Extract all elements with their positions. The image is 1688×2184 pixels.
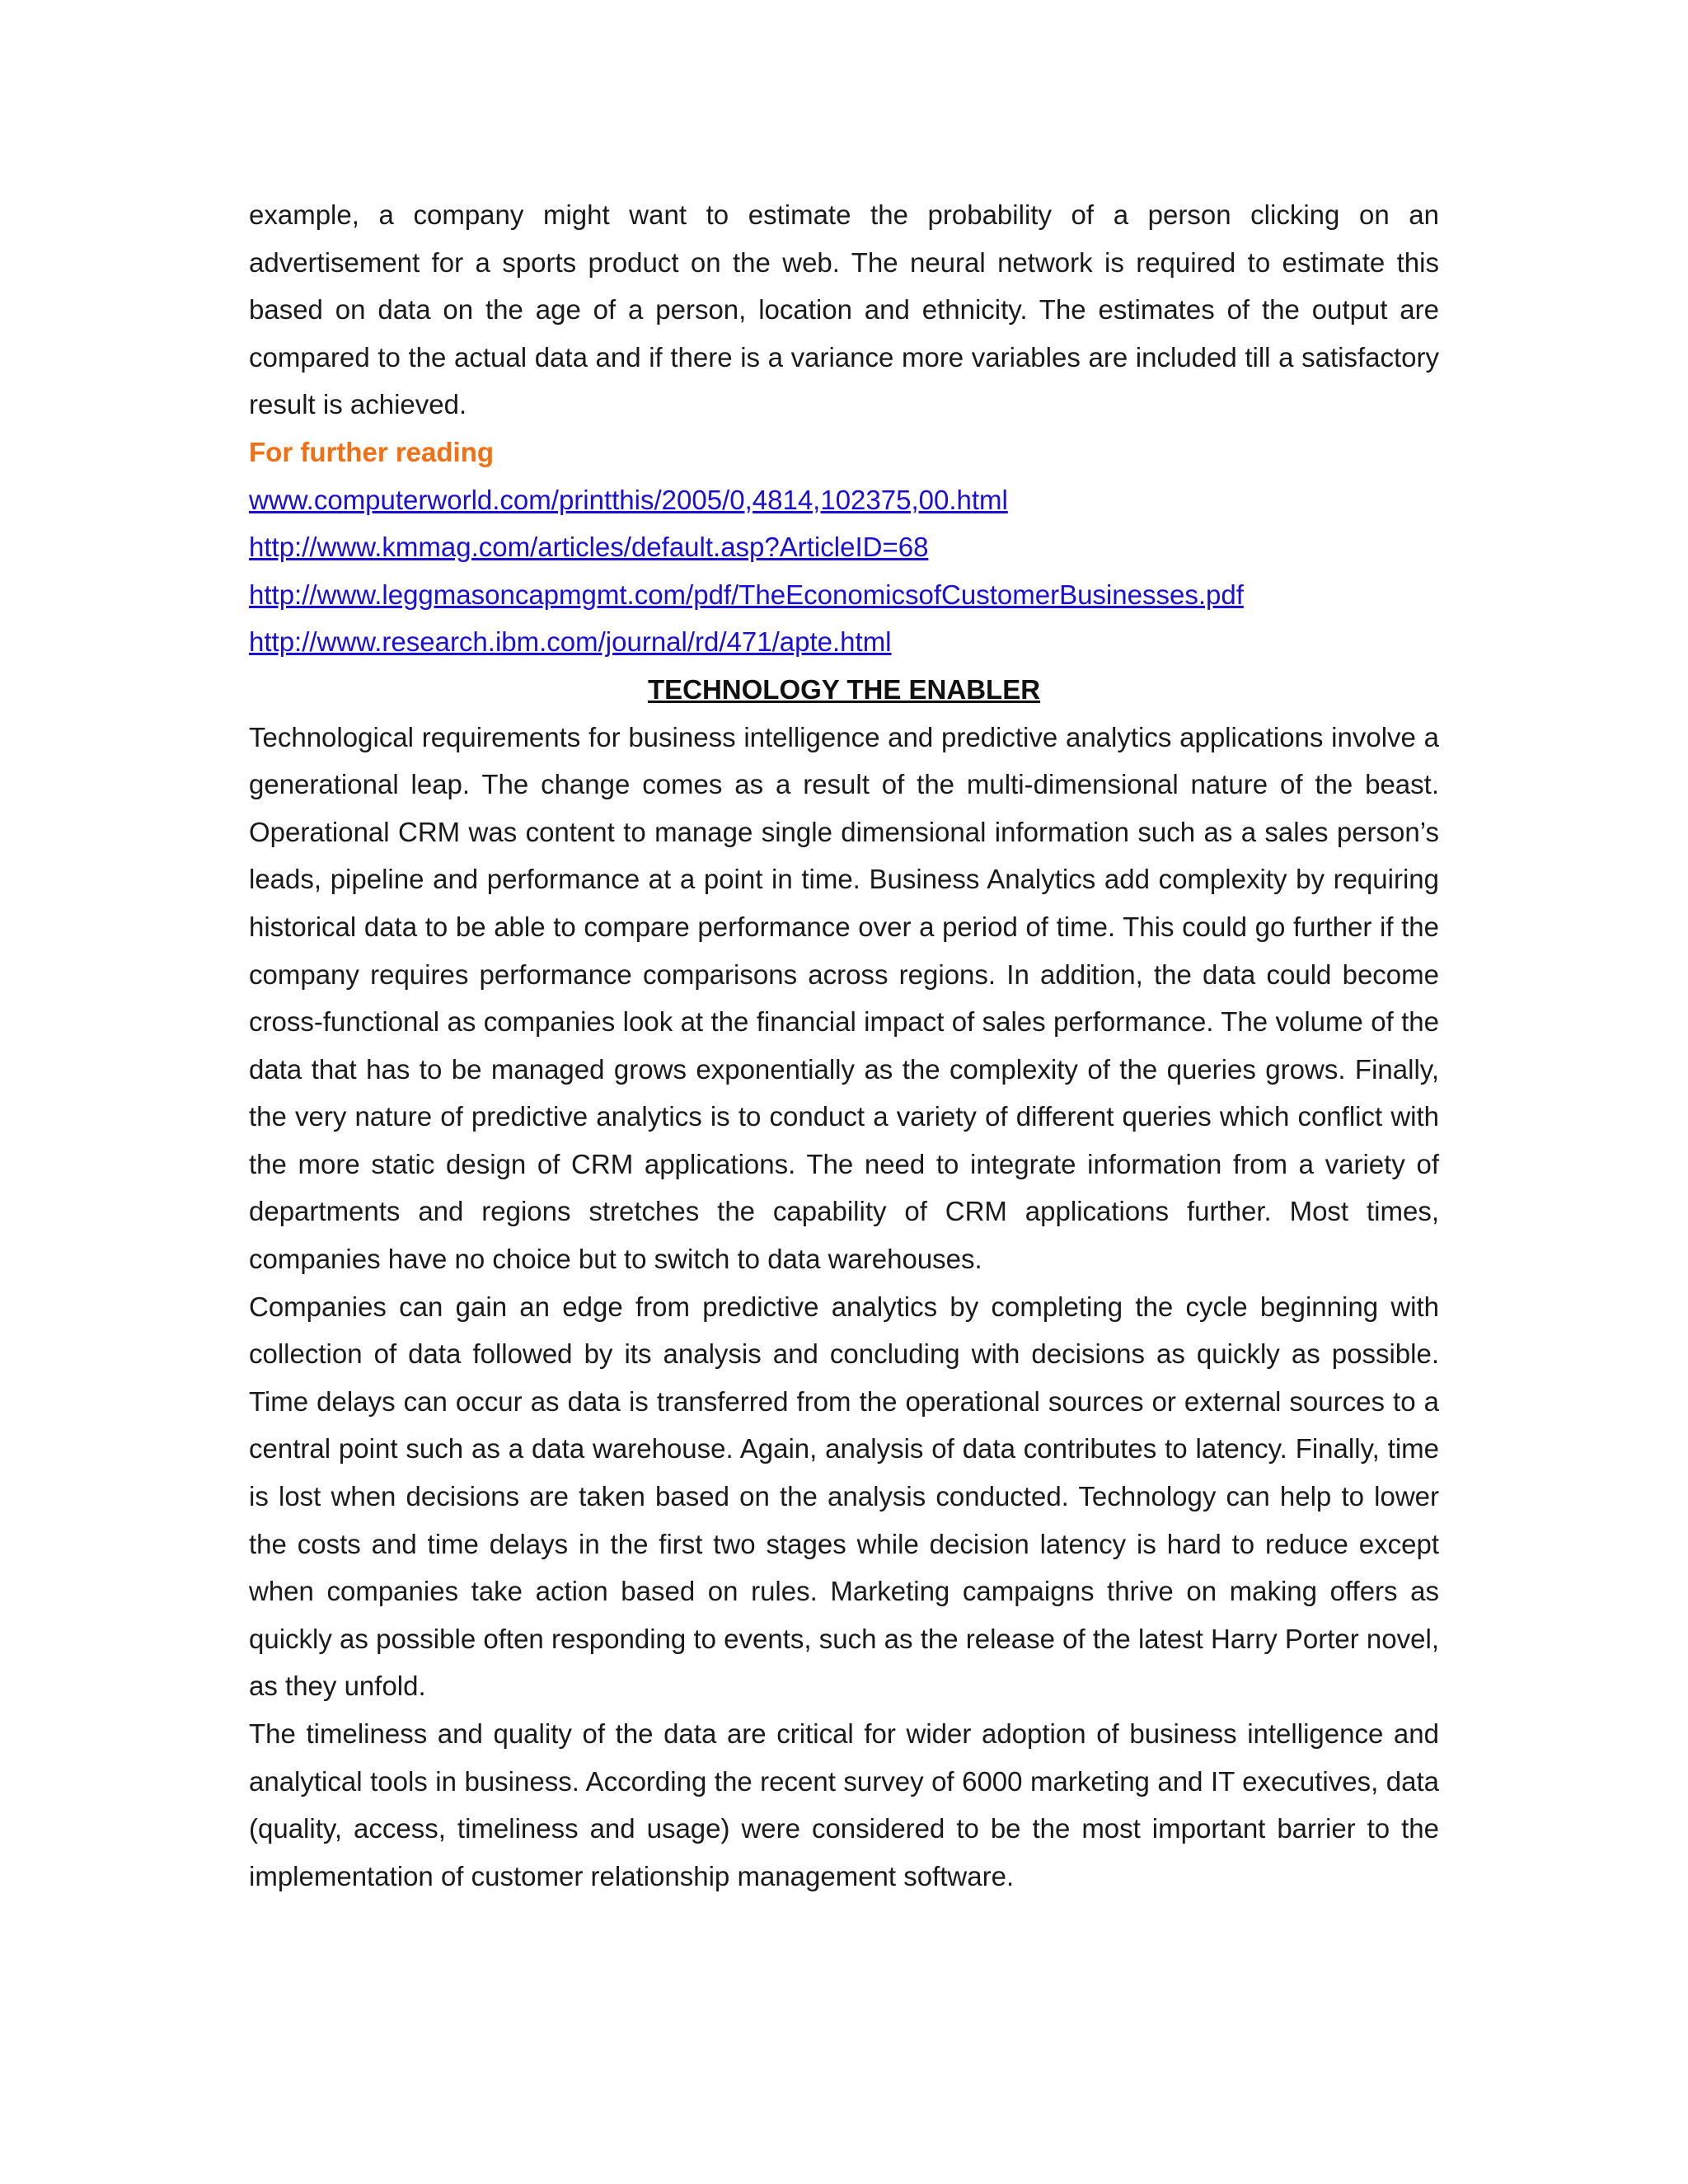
section-paragraph-2: Companies can gain an edge from predictive analytics by completing the cycle beginning with collection of data followed by its analysis and concluding with decisions as quickly as possible. Time delays can occur as data is transferred from the operational sources or external sources to a central point such as a data warehouse. Again, analysis of data contributes to latency. Finally, time is lost when decisions are taken based on the analysis conducted. Technology can help to lower the costs and time delays in the first two stages while decision latency is hard to reduce except when companies take action based on rules. Marketing campaigns thrive on making offers as quickly as possible often responding to events, such as the release of the latest Harry Porter novel, as they unfold. (249, 1291, 1439, 1702)
section-title: TECHNOLOGY THE ENABLER (647, 673, 1041, 705)
section-paragraph-3: The timeliness and quality of the data are critical for wider adoption of business intelligence and analytical tools in business. According the recent survey of 6000 marketing and IT executives, data (quality, access, timeliness and usage) were considered to be the most important barrier to the implementation of customer relationship management software. (249, 1718, 1439, 1891)
intro-paragraph: example, a company might want to estimate the probability of a person clicking on an advertisement for a sports product on the web. The neural network is required to estimate this based on data on the age of a person, location and ethnicity. The estimates of the output are compared to the actual data and if there is a variance more variables are included till a satisfactory result is achieved. (249, 199, 1439, 420)
further-reading-link-2[interactable]: http://www.kmmag.com/articles/default.asp?ArticleID=68 (249, 532, 929, 563)
further-reading-link-4[interactable]: http://www.research.ibm.com/journal/rd/471/apte.html (249, 626, 892, 658)
further-reading-link-1[interactable]: www.computerworld.com/printthis/2005/0,4814,102375,00.html (249, 484, 1008, 515)
section-paragraph-1: Technological requirements for business intelligence and predictive analytics applications involve a generational leap. The change comes as a result of the multi-dimensional nature of the beast. Operational CRM was content to manage single dimensional information such as a sales person’s leads, pipeline and performance at a point in time. Business Analytics add complexity by requiring historical data to be able to compare performance over a period of time. This could go further if the company requires performance comparisons across regions. In addition, the data could become cross-functional as companies look at the financial impact of sales performance. The volume of the data that has to be managed grows exponentially as the complexity of the queries grows. Finally, the very nature of predictive analytics is to conduct a variety of different queries which conflict with the more static design of CRM applications. The need to integrate information from a variety of departments and regions stretches the capability of CRM applications further. Most times, companies have no choice but to switch to data warehouses. (249, 721, 1439, 1275)
further-reading-link-3[interactable]: http://www.leggmasoncapmgmt.com/pdf/TheEconomicsofCustomerBusinesses.pdf (249, 579, 1244, 610)
page-content (249, 191, 1439, 1900)
further-reading-heading: For further reading (249, 436, 495, 467)
